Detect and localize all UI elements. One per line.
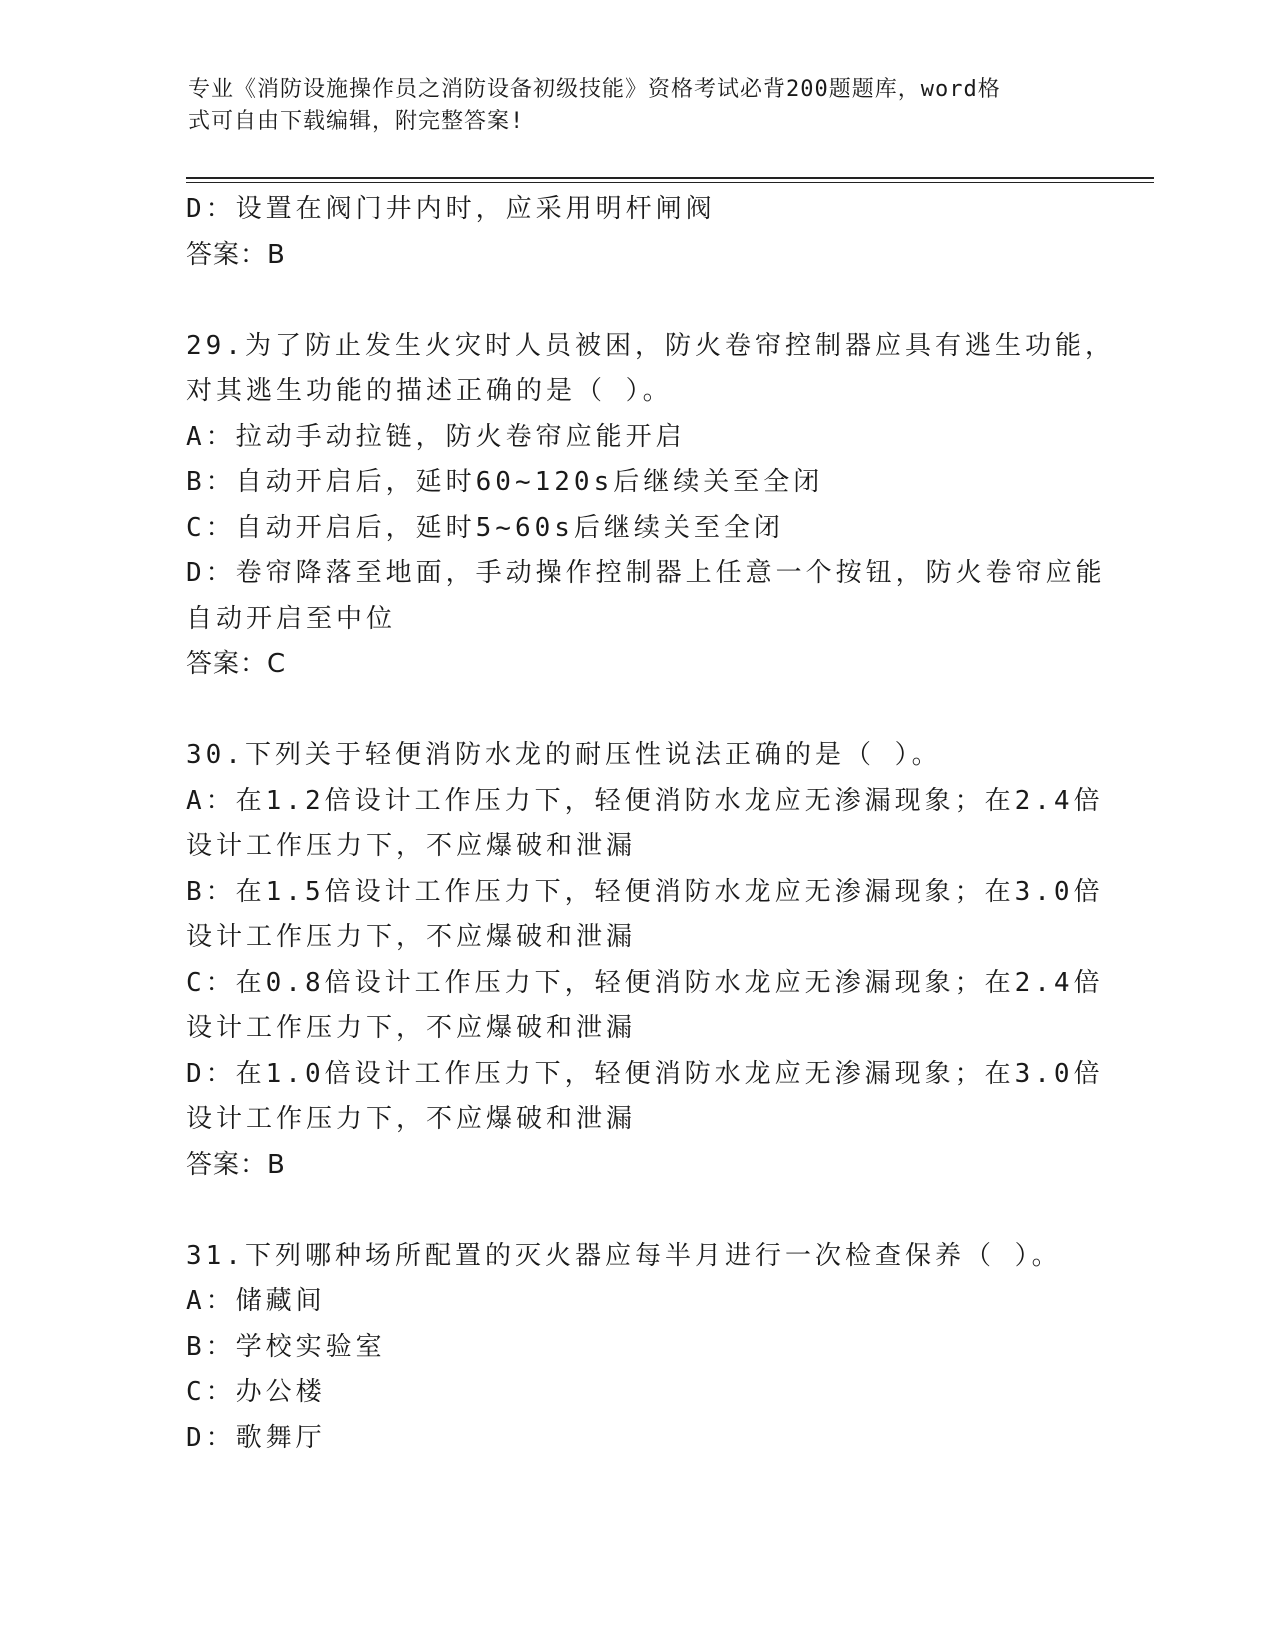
question-stem: 31.下列哪种场所配置的灭火器应每半月进行一次检查保养（ ）。 (186, 1240, 1062, 1271)
question-stem: 29.为了防止发生火灾时人员被困，防火卷帘控制器应具有逃生功能， (186, 330, 1115, 361)
answer: 答案：C (186, 649, 287, 679)
spacer (186, 1188, 1086, 1234)
header-rule-thin (186, 182, 1154, 183)
header-line-2: 式可自由下载编辑，附完整答案! (188, 109, 525, 134)
header-line-1: 专业《消防设施操作员之消防设备初级技能》资格考试必背200题题库，word格 (188, 77, 1001, 102)
option-a: A：在1.2倍设计工作压力下，轻便消防水龙应无渗漏现象；在2.4倍 (186, 785, 1104, 816)
option-a: A：储藏间 (186, 1286, 326, 1316)
question-stem-cont: 对其逃生功能的描述正确的是（ ）。 (186, 376, 673, 406)
question-31 (186, 1234, 1086, 1462)
question-content (186, 187, 1115, 1461)
spacer (186, 688, 1086, 734)
option-d: D：在1.0倍设计工作压力下，轻便消防水龙应无渗漏现象；在3.0倍 (186, 1058, 1104, 1089)
option-d: D：设置在阀门井内时，应采用明杆闸阀 (186, 194, 716, 224)
option-d: D：歌舞厅 (186, 1422, 326, 1453)
question-30 (186, 733, 1104, 1188)
question-stem: 30.下列关于轻便消防水龙的耐压性说法正确的是（ ）。 (186, 740, 942, 770)
option-c: C：办公楼 (186, 1377, 326, 1407)
option-c: C：在0.8倍设计工作压力下，轻便消防水龙应无渗漏现象；在2.4倍 (186, 967, 1104, 998)
question-29 (186, 324, 1115, 688)
header-rule-thick (186, 177, 1154, 179)
option-c: C：自动开启后，延时5~60s后继续关至全闭 (186, 512, 784, 543)
option-d: D：卷帘降落至地面，手动操作控制器上任意一个按钮，防火卷帘应能 (186, 558, 1106, 588)
option-a-cont: 设计工作压力下，不应爆破和泄漏 (186, 831, 637, 861)
question-28-tail (186, 187, 1086, 278)
option-b: B：在1.5倍设计工作压力下，轻便消防水龙应无渗漏现象；在3.0倍 (186, 876, 1104, 907)
option-c-cont: 设计工作压力下，不应爆破和泄漏 (186, 1013, 637, 1043)
page-header (188, 74, 1068, 138)
option-d-cont: 自动开启至中位 (186, 603, 397, 634)
spacer (186, 278, 1086, 324)
option-b-cont: 设计工作压力下，不应爆破和泄漏 (186, 922, 637, 952)
option-b: B：学校实验室 (186, 1331, 386, 1362)
option-d-cont: 设计工作压力下，不应爆破和泄漏 (186, 1104, 637, 1134)
option-a: A：拉动手动拉链，防火卷帘应能开启 (186, 421, 686, 452)
option-b: B：自动开启后，延时60~120s后继续关至全闭 (186, 467, 824, 497)
answer: 答案：B (186, 1149, 286, 1180)
answer: 答案：B (186, 239, 286, 270)
